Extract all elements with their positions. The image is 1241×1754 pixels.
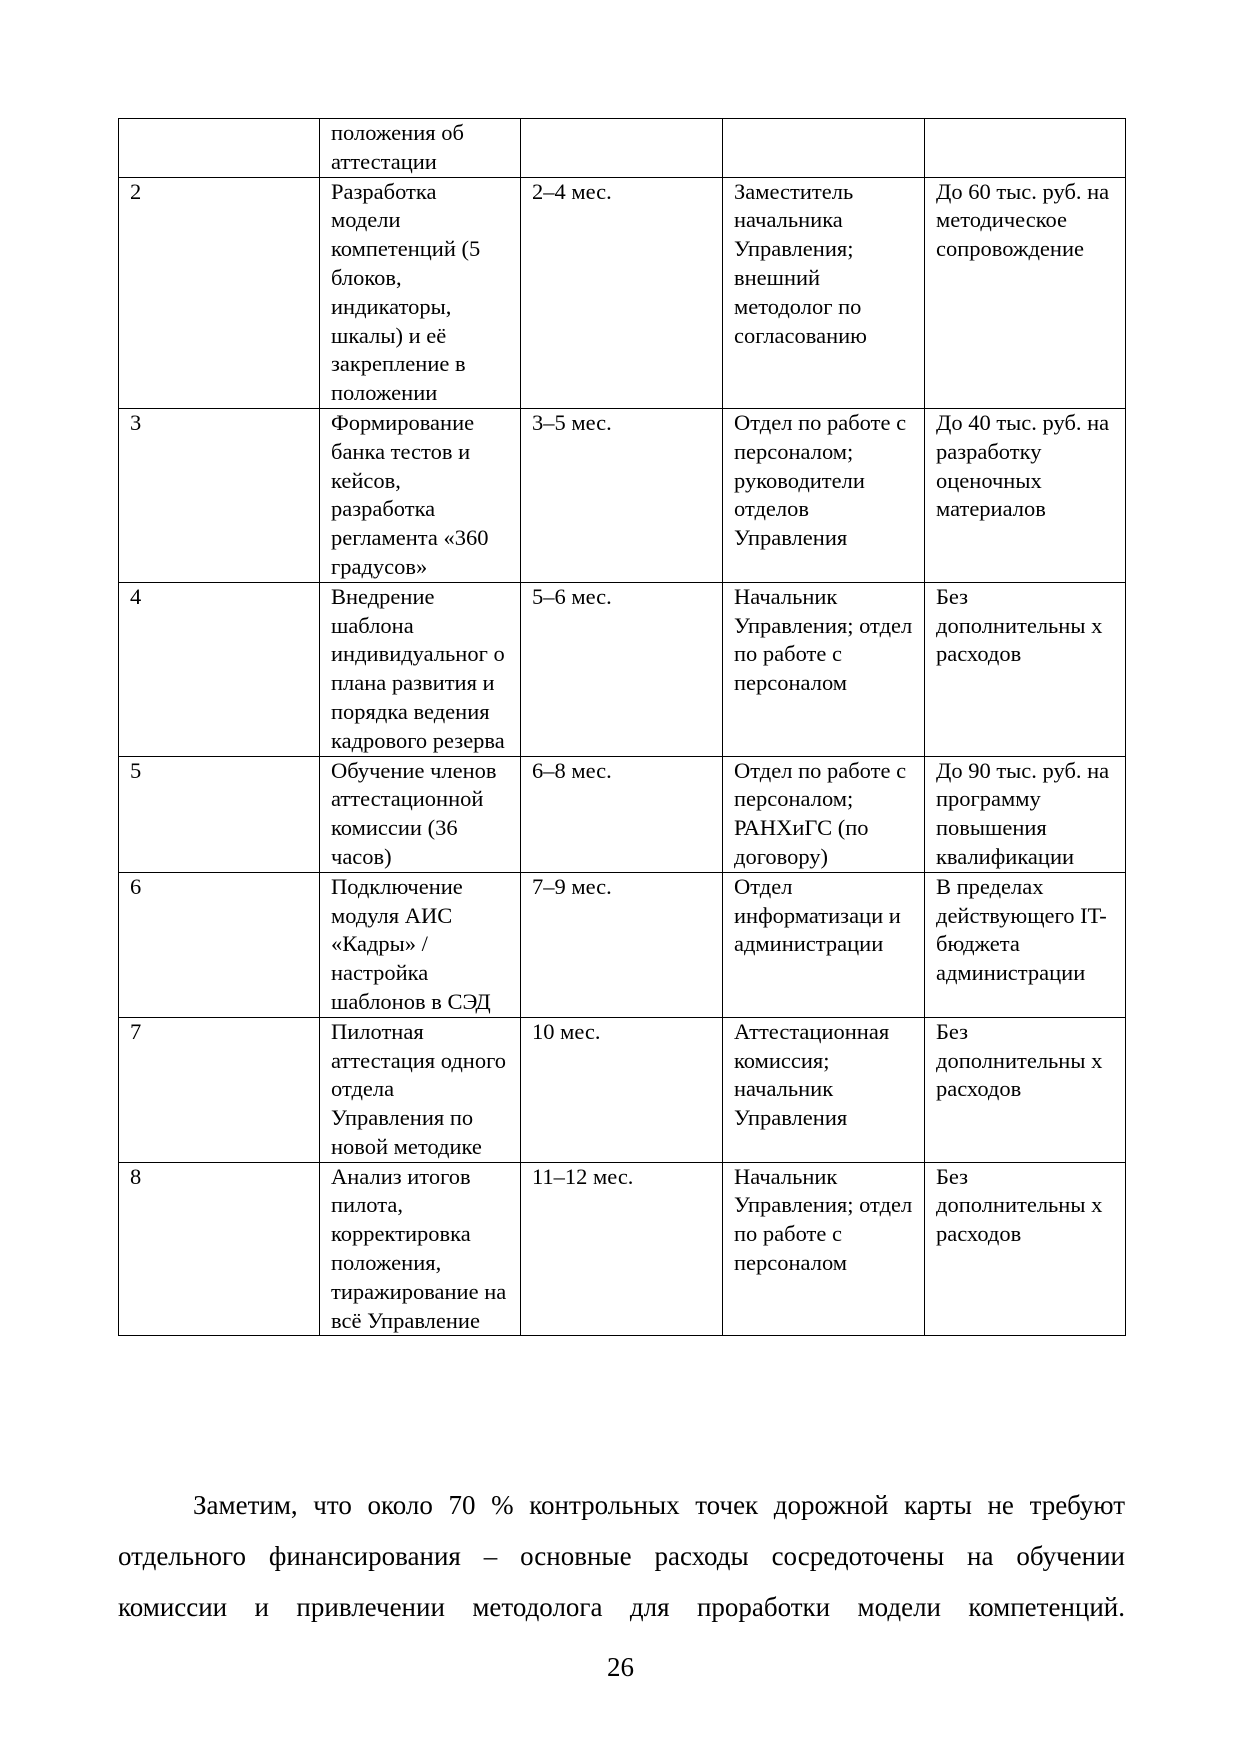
cell-cost [925,119,1126,178]
cell-task: Формирование банка тестов и кейсов, разработка регламента «360 градусов» [320,408,521,582]
roadmap-table-body [119,119,1126,1336]
table-row [119,408,1126,582]
table-row [119,1017,1126,1162]
cell-num: 6 [119,872,320,1017]
cell-responsible: Аттестационная комиссия; начальник Управления [723,1017,925,1162]
cell-term: 6–8 мес. [521,756,723,872]
cell-cost: Без дополнительны х расходов [925,1017,1126,1162]
cell-term: 2–4 мес. [521,177,723,408]
table-row [119,582,1126,756]
table-row [119,1162,1126,1336]
cell-num: 5 [119,756,320,872]
cell-num: 3 [119,408,320,582]
cell-cost: До 90 тыс. руб. на программу повышения квалификации [925,756,1126,872]
cell-task: Анализ итогов пилота, корректировка положения, тиражирование на всё Управление [320,1162,521,1336]
table-row [119,177,1126,408]
cell-responsible: Заместитель начальника Управления; внешний методолог по согласованию [723,177,925,408]
cell-term: 7–9 мес. [521,872,723,1017]
cell-responsible: Отдел по работе с персоналом; руководители отделов Управления [723,408,925,582]
cell-task: Пилотная аттестация одного отдела Управления по новой методике [320,1017,521,1162]
cell-task: Подключение модуля АИС «Кадры» / настройка шаблонов в СЭД [320,872,521,1017]
cell-cost: До 40 тыс. руб. на разработку оценочных материалов [925,408,1126,582]
cell-cost: Без дополнительны х расходов [925,1162,1126,1336]
cell-num: 4 [119,582,320,756]
table-row [119,119,1126,178]
cell-term: 3–5 мес. [521,408,723,582]
cell-num: 8 [119,1162,320,1336]
cell-task: Разработка модели компетенций (5 блоков, индикаторы, шкалы) и её закрепление в положении [320,177,521,408]
cell-responsible: Начальник Управления; отдел по работе с персоналом [723,1162,925,1336]
cell-term: 5–6 мес. [521,582,723,756]
cell-responsible: Начальник Управления; отдел по работе с персоналом [723,582,925,756]
cell-cost: До 60 тыс. руб. на методическое сопровождение [925,177,1126,408]
cell-term [521,119,723,178]
cell-responsible: Отдел информатизаци и администрации [723,872,925,1017]
cell-cost: Без дополнительны х расходов [925,582,1126,756]
cell-responsible: Отдел по работе с персоналом; РАНХиГС (по договору) [723,756,925,872]
cell-num: 2 [119,177,320,408]
table-row [119,756,1126,872]
cell-num [119,119,320,178]
page-number: 26 [607,1652,634,1682]
cell-term: 10 мес. [521,1017,723,1162]
cell-task: Внедрение шаблона индивидуальног о плана развития и порядка ведения кадрового резерва [320,582,521,756]
cell-cost: В пределах действующего IT-бюджета администрации [925,872,1126,1017]
cell-task: положения об аттестации [320,119,521,178]
body-paragraph: Заметим, что около 70 % контрольных точек дорожной карты не требуют отдельного финансирования – основные расходы сосредоточены на обучении комиссии и привлечении методолога для проработки модели компетенций. [118,1490,1125,1622]
roadmap-table [118,118,1126,1336]
table-row [119,872,1126,1017]
cell-task: Обучение членов аттестационной комиссии (36 часов) [320,756,521,872]
cell-num: 7 [119,1017,320,1162]
cell-term: 11–12 мес. [521,1162,723,1336]
cell-responsible [723,119,925,178]
